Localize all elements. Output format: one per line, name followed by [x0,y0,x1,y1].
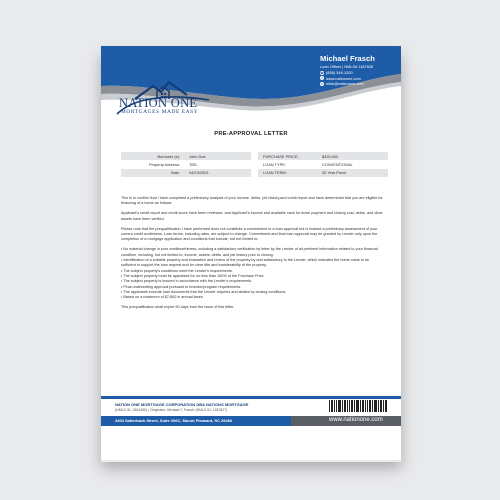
agent-email-row [320,81,364,86]
table-row [121,152,251,160]
letter-document [101,46,401,460]
table-row [258,152,388,160]
detail-value: CONVENTIONAL [322,162,353,168]
detail-value: $320,000 [322,153,339,159]
letter-body [121,196,383,315]
detail-value: 04/23/2023 [189,170,209,176]
detail-label: Borrower (s): [157,153,180,159]
table-row [258,169,388,177]
agent-role: Loan Officer | NMLS# 1187626 [320,64,374,69]
agent-phone-row [320,70,353,75]
loan-details-left [121,152,251,177]
list-item: • The applicants execute loan documents that the Lender requires and abides by closing conditions. [121,290,383,295]
logo-name: NATION ONE [119,96,198,110]
list-item: • No material change in your creditworthiness, including a satisfactory verification by letter by the Lender of all pertinent information related to your financial condition, including, but not limited to, income, assets, debts, and job history prior to closing. [121,247,383,258]
detail-value: John Doe [189,153,206,159]
list-item: • The subject property is insured in accordance with the Lender's requirements. [121,279,383,284]
list-item: • The subject property must be appraised for no less than 100% of the Purchase Price. [121,274,383,279]
list-item: • Identification of a suitable property and evaluation and review of the property by and satisfactory to the Lender, which indicates the home value to be sufficient to support the loan request and for clear title and transferability of the property. [121,258,383,269]
letter-title: PRE-APPROVAL LETTER [214,131,288,137]
list-item: • The subject property's conditions meet the Lender's requirements. [121,269,383,274]
paragraph-disclaimer: Please note that the prequalification I have performed does not constitute a commitment or a loan approval but is instead a preliminary assessment of your current credit worthiness. Loan terms, including rates, are subject to change. Commitment and final loan approval may be granted by Lender only upon the completion of a mortgage application and conditions that include, but not limited to: [121,226,378,242]
email-icon: ✉ [320,81,324,86]
footer-website[interactable]: www.nationone.com [329,417,383,423]
list-item: • Based on a maximum of $7,800 in annual taxes. [121,295,383,300]
paragraph-verification: Applicant's credit report and credit score have been reviewed, and Applicant's income and available cash for down payment and closing cost, debts, and other assets have been verified. [121,211,383,221]
agent-email[interactable]: mike@nationone.com [326,81,364,86]
footer-corporation: NATION ONE MORTGAGE CORPORATION DBA NATIONS MORTGAGE [115,402,249,407]
globe-icon: ◎ [320,76,324,80]
detail-label: LOAN TERM: [263,170,287,176]
agent-phone: (856) 344-1200 [326,70,353,75]
barcode-graphic [329,400,387,412]
paragraph-intro: This is to confirm that I have completed a preliminary analysis of your income, debts, job history,and credit report and have determined that you are eligible for financing of a home as follows: [121,196,383,206]
detail-value: 30 Year Fixed [322,170,346,176]
paragraph-expiry: This prequalification shall expire 90 days from the issue of this letter. [121,305,235,310]
detail-value: TBD [189,162,197,168]
detail-label: Date: [170,170,180,176]
conditions-list [121,247,383,300]
list-item: • Final underwriting approval pursuant to investor/program requirements. [121,285,383,290]
loan-details-right [258,152,388,177]
footer-address: 3404 Salterback Street, Suite 206C, Mount Pleasant, SC 29466 [115,418,233,423]
footer-divider [101,396,401,399]
agent-website-row [320,76,361,81]
detail-label: LOAN TYPE: [263,162,286,168]
table-row [258,160,388,168]
agent-website[interactable]: www.nationone.com [326,75,361,81]
logo-tagline: MORTGAGES MADE EASY [121,109,199,115]
table-row [121,160,251,168]
footer-nmls: (NMLS ID: 1564450) | Originator: Michael C Frasch (NMLS ID: 1187627) [115,408,228,412]
table-row [121,169,251,177]
detail-label: PURCHASE PRICE: [263,153,299,159]
agent-name: Michael Frasch [320,54,375,63]
detail-label: Property Address: [149,162,180,168]
phone-icon: ☎ [320,70,324,75]
